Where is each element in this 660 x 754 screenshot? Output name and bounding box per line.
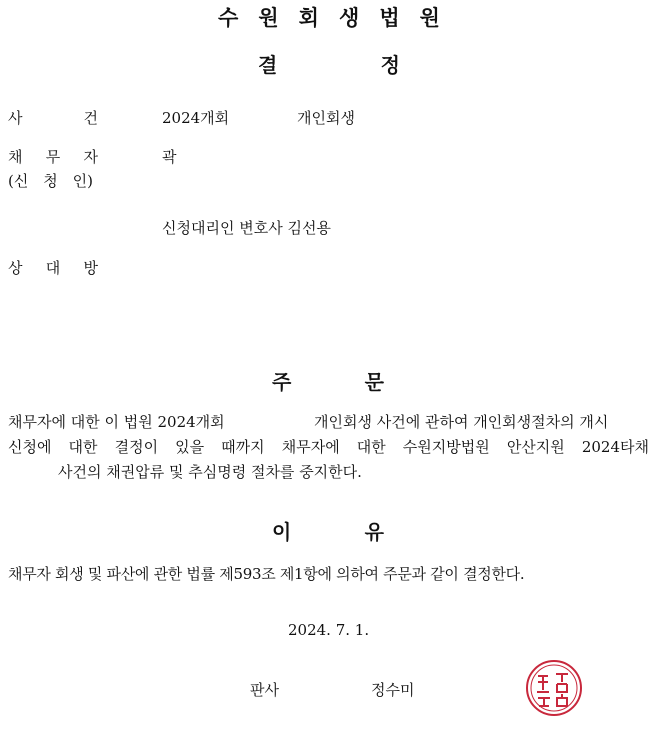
reason-heading-char: 이 xyxy=(272,520,292,544)
case-label-char: 사 xyxy=(8,109,23,127)
applicant-label-char: (신 xyxy=(8,172,29,190)
debtor-label xyxy=(8,146,98,167)
judge-title: 판사 xyxy=(250,681,279,699)
debtor-name: 곽 xyxy=(162,148,177,166)
order-heading-char: 주 xyxy=(272,370,292,394)
court-name-char: 법 xyxy=(379,6,400,30)
counterparty-label-char: 방 xyxy=(83,259,98,277)
case-label xyxy=(8,107,98,128)
applicant-label xyxy=(8,170,93,191)
reason-heading xyxy=(272,516,384,545)
case-type: 개인회생 xyxy=(297,109,355,127)
counterparty-label xyxy=(8,257,98,278)
order-line-2: 신청에 대한 결정이 있을 때까지 채무자에 대한 수원지방법원 안산지원 2024타채 xyxy=(8,438,649,456)
order-heading-char: 문 xyxy=(364,370,384,394)
decision-title-char: 결 xyxy=(258,53,278,77)
representative: 신청대리인 변호사 김선용 xyxy=(162,219,331,237)
order-line-3: 사건의 채권압류 및 추심명령 절차를 중지한다. xyxy=(58,463,362,481)
debtor-label-char: 채 xyxy=(8,148,23,166)
counterparty-label-char: 상 xyxy=(8,259,23,277)
order-heading xyxy=(272,366,384,395)
decision-title-char: 정 xyxy=(380,53,400,77)
court-name-char: 원 xyxy=(258,6,279,30)
court-name-char: 수 xyxy=(218,6,239,30)
decision-title xyxy=(258,49,400,78)
court-name-char: 원 xyxy=(419,6,440,30)
decision-date: 2024. 7. 1. xyxy=(288,621,370,639)
case-number: 2024개회 xyxy=(162,109,230,127)
court-name-char: 회 xyxy=(298,6,319,30)
debtor-label-char: 무 xyxy=(45,148,61,166)
reason-text: 채무자 회생 및 파산에 관한 법률 제593조 제1항에 의하여 주문과 같이 결정한다. xyxy=(8,565,525,583)
counterparty-label-char: 대 xyxy=(45,259,61,277)
case-label-char: 건 xyxy=(83,109,98,127)
court-name xyxy=(218,2,440,32)
court-seal-stamp xyxy=(524,658,584,718)
applicant-label-char: 인) xyxy=(72,172,93,190)
judge-name: 정수미 xyxy=(371,681,415,699)
applicant-label-char: 청 xyxy=(43,172,58,190)
court-name-char: 생 xyxy=(338,6,360,30)
debtor-label-char: 자 xyxy=(83,148,98,166)
order-line-1a: 채무자에 대한 이 법원 2024개회 xyxy=(8,413,225,431)
reason-heading-char: 유 xyxy=(364,520,384,544)
order-line-1b: 개인회생 사건에 관하여 개인회생절차의 개시 xyxy=(314,413,609,431)
